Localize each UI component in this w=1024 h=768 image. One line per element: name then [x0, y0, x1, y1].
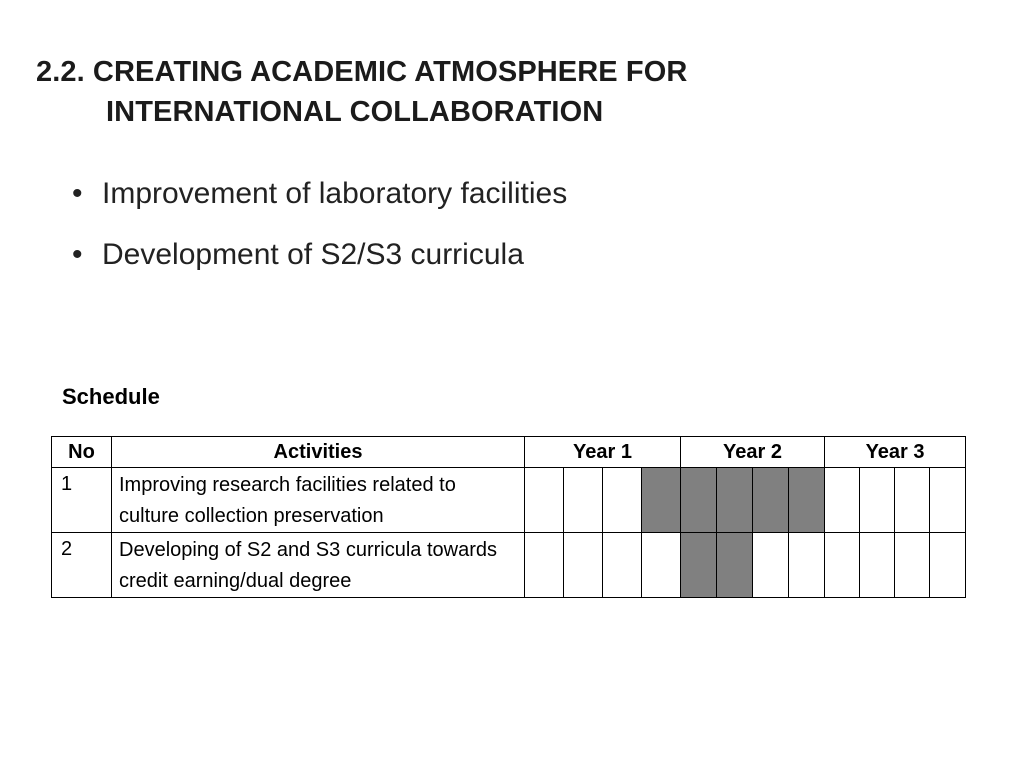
bullet-icon: •: [72, 177, 83, 210]
schedule-period: [642, 533, 681, 598]
schedule-period: [603, 468, 642, 533]
table-row: [52, 533, 966, 598]
schedule-period-active: [681, 468, 717, 533]
schedule-period: [860, 468, 895, 533]
schedule-period-active: [642, 468, 681, 533]
schedule-period-active: [717, 468, 753, 533]
schedule-period: [860, 533, 895, 598]
schedule-period: [895, 533, 930, 598]
schedule-period: [564, 533, 603, 598]
bullet-icon: •: [72, 238, 83, 271]
activity-description: Developing of S2 and S3 curricula towards credit earning/dual degree: [112, 533, 525, 598]
schedule-period: [753, 533, 789, 598]
schedule-heading: Schedule: [62, 384, 160, 409]
schedule-period: [930, 533, 966, 598]
title-line-1: 2.2. CREATING ACADEMIC ATMOSPHERE FOR: [36, 56, 688, 88]
schedule-table: [51, 436, 966, 598]
activity-description: Improving research facilities related to culture collection preservation: [112, 468, 525, 533]
schedule-period: [825, 468, 860, 533]
header-year-2: Year 2: [681, 437, 825, 468]
schedule-period: [825, 533, 860, 598]
table-row: [52, 468, 966, 533]
bullet-item: [72, 233, 567, 277]
header-year-3: Year 3: [825, 437, 966, 468]
schedule-period-active: [717, 533, 753, 598]
header-activities: Activities: [112, 437, 525, 468]
schedule-period: [789, 533, 825, 598]
table-header-row: [52, 437, 966, 468]
schedule-period: [603, 533, 642, 598]
title-line-2: INTERNATIONAL COLLABORATION: [106, 96, 604, 128]
bullet-list: [72, 172, 567, 294]
schedule-period-active: [789, 468, 825, 533]
bullet-text: Improvement of laboratory facilities: [102, 177, 568, 210]
schedule-period: [895, 468, 930, 533]
schedule-period: [525, 468, 564, 533]
schedule-period: [525, 533, 564, 598]
header-year-1: Year 1: [525, 437, 681, 468]
slide-title: [36, 52, 687, 132]
bullet-text: Development of S2/S3 curricula: [102, 238, 524, 271]
schedule-period-active: [681, 533, 717, 598]
schedule-period: [564, 468, 603, 533]
row-number: 1: [52, 468, 112, 533]
schedule-period-active: [753, 468, 789, 533]
row-number: 2: [52, 533, 112, 598]
bullet-item: [72, 172, 567, 216]
header-no: No: [52, 437, 112, 468]
schedule-period: [930, 468, 966, 533]
